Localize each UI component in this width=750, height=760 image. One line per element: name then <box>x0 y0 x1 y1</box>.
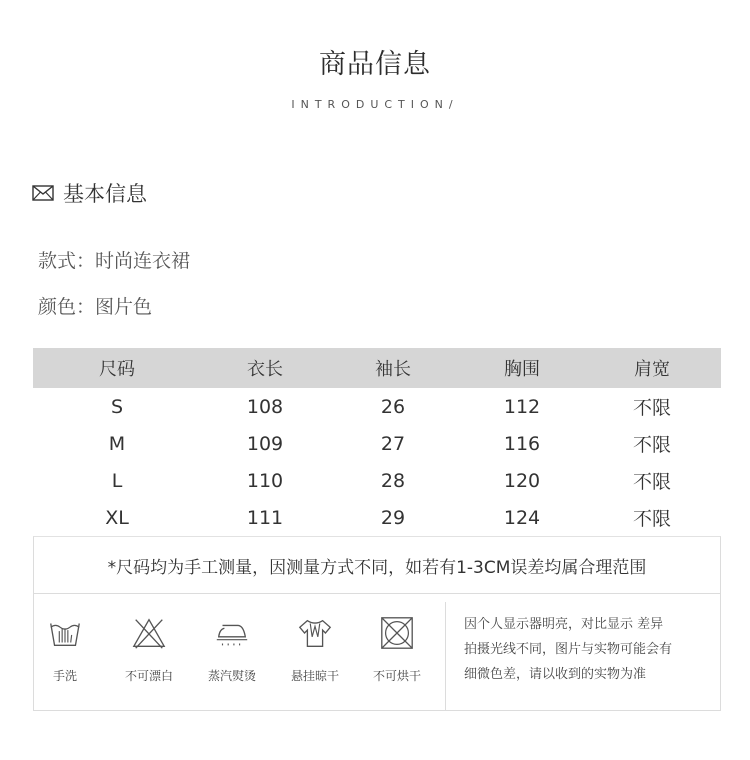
table-cell: 112 <box>503 395 541 418</box>
table-cell: 108 <box>246 395 284 418</box>
care-item-no-bleach <box>114 614 184 684</box>
table-cell: 不限 <box>632 508 671 530</box>
table-cell: L <box>111 469 123 492</box>
envelope-icon <box>32 185 54 201</box>
care-item-hand-wash <box>30 614 100 684</box>
color-disclaimer <box>464 612 714 687</box>
style-info: 款式：时尚连衣裙 <box>38 250 191 272</box>
disclaimer-line: 细微色差，请以收到的实物为准 <box>464 667 647 682</box>
hand-wash-icon <box>46 614 84 652</box>
care-label: 蒸汽熨烫 <box>207 669 256 683</box>
table-cell: 116 <box>503 432 541 455</box>
no-tumble-dry-icon <box>378 614 416 652</box>
table-cell: 不限 <box>632 471 671 493</box>
table-cell: 124 <box>503 506 541 529</box>
table-cell: 109 <box>246 432 284 455</box>
table-cell: S <box>110 395 124 418</box>
table-cell: 26 <box>380 395 406 418</box>
size-table <box>33 348 721 536</box>
care-divider <box>445 602 446 711</box>
table-row <box>33 425 721 462</box>
care-label: 不可烘干 <box>372 669 421 683</box>
table-cell: 111 <box>246 506 284 529</box>
header-cell-shoulder: 肩宽 <box>634 359 670 380</box>
measurement-note: *尺码均为手工测量，因测量方式不同，如若有1-3CM误差均属合理范围 <box>33 536 721 594</box>
table-cell: M <box>108 432 126 455</box>
no-bleach-icon <box>130 614 168 652</box>
page-subtitle: INTRODUCTION/ <box>291 98 459 111</box>
care-label: 不可漂白 <box>124 669 173 683</box>
header-cell-bust: 胸围 <box>504 359 540 380</box>
care-label: 手洗 <box>52 669 77 683</box>
table-cell: 29 <box>380 506 406 529</box>
header-cell-length: 衣长 <box>247 359 283 380</box>
page-title: 商品信息 <box>319 49 431 80</box>
table-cell: 不限 <box>632 434 671 456</box>
table-cell: XL <box>105 506 129 529</box>
table-row <box>33 499 721 536</box>
steam-iron-icon <box>213 614 251 652</box>
table-cell: 110 <box>246 469 284 492</box>
table-cell: 120 <box>503 469 541 492</box>
table-row <box>33 388 721 425</box>
care-label: 悬挂晾干 <box>290 669 339 683</box>
table-cell: 27 <box>380 432 406 455</box>
table-cell: 28 <box>380 469 406 492</box>
header-cell-sleeve: 袖长 <box>375 359 411 380</box>
table-cell: 不限 <box>632 397 671 419</box>
section-heading <box>32 178 147 208</box>
hang-dry-icon <box>296 614 334 652</box>
care-panel <box>33 594 721 711</box>
care-item-no-tumble-dry <box>362 614 432 684</box>
care-item-hang-dry <box>280 614 350 684</box>
care-item-steam-iron <box>197 614 267 684</box>
header-cell-size: 尺码 <box>99 359 135 380</box>
table-row <box>33 462 721 499</box>
disclaimer-line: 因个人显示器明亮，对比显示 差异 <box>464 617 664 632</box>
section-label: 基本信息 <box>63 182 147 206</box>
disclaimer-line: 拍摄光线不同，图片与实物可能会有 <box>464 642 673 657</box>
color-info: 颜色：图片色 <box>38 296 153 318</box>
size-table-header <box>33 348 721 388</box>
